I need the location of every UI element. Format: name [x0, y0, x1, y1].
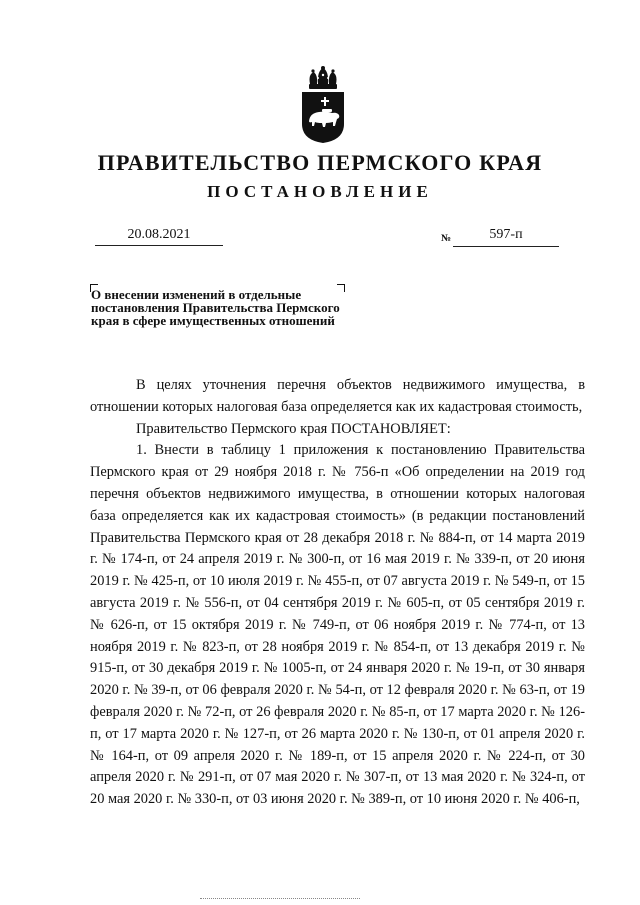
document-date: 20.08.2021	[95, 227, 223, 246]
crown-icon	[309, 66, 337, 89]
number-sign: №	[441, 233, 452, 244]
document-body	[90, 375, 585, 811]
subject-line: края в сфере имущественных отношений	[91, 313, 335, 328]
page-edge-artifact	[200, 898, 360, 901]
subject-line: О внесении изменений в отдельные	[91, 287, 302, 302]
bear-icon	[309, 112, 339, 127]
number-underline	[453, 246, 559, 247]
coat-of-arms-icon	[300, 66, 346, 144]
body-paragraph-item-1: 1. Внести в таблицу 1 приложения к постановлению Правительства Пермского края от 29 ноября 2018 г. № 756-п «Об определении на 2019 год перечня объектов недвижимого имущества, в отношении которых налоговая база определяется как их кадастровая стоимость» (в редакции постановлений Правительства Пермского края от 28 декабря 2018 г. № 884-п, от 14 марта 2019 г. № 174-п, от 24 апреля 2019 г. № 300-п, от 16 мая 2019 г. № 339-п, от 20 июня 2019 г. № 425-п, от 10 июля 2019 г. № 455-п, от 07 августа 2019 г. № 549-п, от 15 августа 2019 г. № 556-п, от 04 сентября 2019 г. № 605-п, от 05 сентября 2019 г. № 626-п, от 15 октября 2019 г. № 749-п, от 06 ноября 2019 г. № 774-п, от 13 ноября 2019 г. № 823-п, от 28 ноября 2019 г. № 854-п, от 13 декабря 2019 г. № 915-п, от 30 декабря 2019 г. № 1005-п, от 24 января 2020 г. № 19-п, от 30 января 2020 г. № 39-п, от 06 февраля 2020 г. № 54-п, от 12 февраля 2020 г. № 63-п, от 19 февраля 2020 г. № 72-п, от 26 февраля 2020 г. № 85-п, от 17 марта 2020 г. № 126-п, от 17 марта 2020 г. № 127-п, от 26 марта 2020 г. № 130-п, от 01 апреля 2020 г. № 164-п, от 09 апреля 2020 г. № 189-п, от 15 апреля 2020 г. № 224-п, от 30 апреля 2020 г. № 291-п, от 07 мая 2020 г. № 307-п, от 13 мая 2020 г. № 324-п, от 20 мая 2020 г. № 330-п, от 03 июня 2020 г. № 389-п, от 10 июня 2020 г. № 406-п,	[90, 442, 585, 808]
document-number	[441, 227, 561, 247]
organization-title: ПРАВИТЕЛЬСТВО ПЕРМСКОГО КРАЯ	[97, 150, 543, 175]
document-type: ПОСТАНОВЛЕНИЕ	[207, 182, 433, 201]
body-paragraph-purpose: В целях уточнения перечня объектов недвижимого имущества, в отношении которых налоговая база определяется как их кадастровая стоимость,	[90, 377, 585, 415]
body-paragraph-resolves: Правительство Пермского края ПОСТАНОВЛЯЕТ:	[136, 420, 451, 437]
subject-line: постановления Правительства Пермского	[91, 300, 340, 315]
document-subject	[91, 288, 391, 327]
number-value: 597-п	[489, 227, 523, 242]
